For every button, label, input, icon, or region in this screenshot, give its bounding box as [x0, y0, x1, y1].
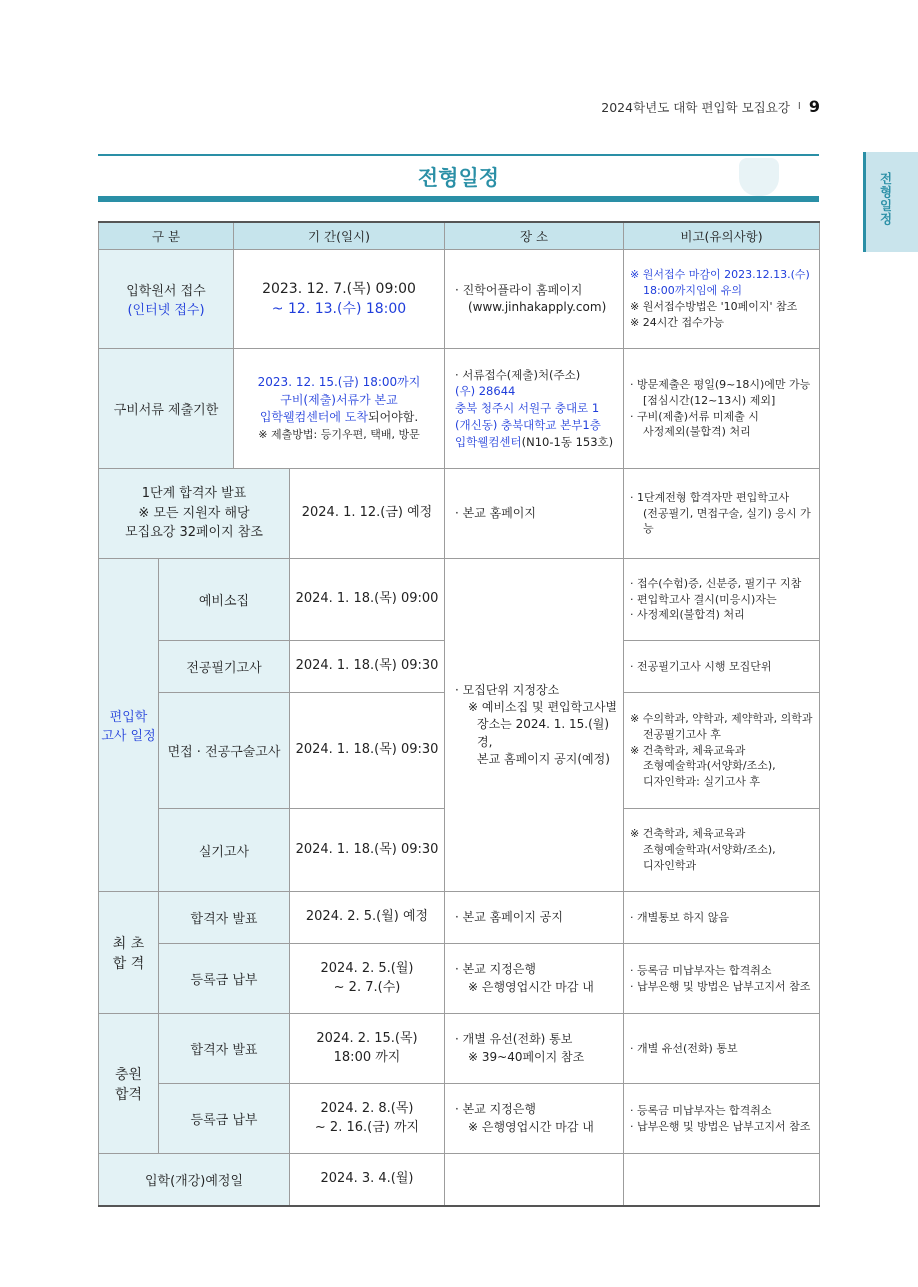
column-header-notes: 비고(유의사항) — [624, 222, 820, 250]
extra-pay-period: ~ 2. 16.(금) 까지 — [314, 1119, 420, 1135]
apply-note: ※ 원서접수 마감이 2023.12.13.(수) — [630, 268, 810, 282]
row-label: 구비서류 제출기한 — [99, 349, 234, 469]
section-title-bar — [98, 154, 819, 202]
page-header — [601, 97, 820, 116]
exam-note: · 사정제외(불합격) 처리 — [630, 608, 745, 622]
extra-pay-place: ※ 은행영업시간 마감 내 — [468, 1119, 594, 1134]
place-cell — [445, 1014, 624, 1084]
final-pay-place: · 본교 지정은행 — [455, 962, 536, 977]
period-cell: 2024. 1. 18.(목) 09:00 — [290, 559, 445, 641]
docs-place: (N10-1동 153호) — [521, 434, 614, 449]
title-underline — [98, 196, 819, 202]
docs-note: · 방문제출은 평일(9~18시)에만 가능 — [630, 377, 811, 391]
exam-note: ※ 건축학과, 체육교육과 — [630, 743, 746, 757]
exam-note: · 접수(수험)증, 신분증, 필기구 지참 — [630, 576, 802, 590]
section-title: 전형일정 — [417, 166, 500, 190]
extra-announce-period: 18:00 까지 — [333, 1049, 401, 1065]
first-stage-label: ※ 모든 지원자 해당 — [138, 505, 250, 521]
table-row — [99, 1154, 820, 1206]
row-label — [99, 469, 290, 559]
first-stage-note: · 1단계전형 합격자만 편입학고사 — [630, 490, 790, 504]
final-pay-note: · 등록금 미납부자는 합격취소 — [630, 963, 772, 977]
header-doc-title: 2024학년도 대학 편입학 모집요강 — [601, 99, 790, 115]
group-label-text: 합 격 — [112, 955, 145, 972]
place-cell — [445, 559, 624, 892]
notes-cell — [624, 469, 820, 559]
place-cell: · 본교 홈페이지 공지 — [445, 892, 624, 944]
schedule-table — [98, 221, 820, 1207]
place-cell: · 본교 홈페이지 — [445, 469, 624, 559]
docs-note: [점심시간(12~13시) 제외] — [643, 393, 776, 407]
table-row — [99, 349, 820, 469]
docs-place: 입학웰컴센터 — [455, 434, 522, 449]
column-header-period: 기 간(일시) — [234, 222, 445, 250]
apply-note: ※ 24시간 접수가능 — [630, 315, 724, 329]
docs-deadline: 되어야함. — [367, 410, 419, 425]
final-pay-note: · 납부은행 및 방법은 납부고지서 참조 — [630, 979, 811, 993]
period-cell — [290, 1084, 445, 1154]
extra-pay-note: · 납부은행 및 방법은 납부고지서 참조 — [630, 1119, 811, 1133]
period-cell: 2024. 2. 5.(월) 예정 — [290, 892, 445, 944]
row-label: 예비소집 — [159, 559, 290, 641]
group-label-exam — [99, 559, 159, 892]
final-pay-place: ※ 은행영업시간 마감 내 — [468, 979, 594, 994]
period-cell: 2024. 3. 4.(월) — [290, 1154, 445, 1206]
group-label-text: 합격 — [114, 1086, 143, 1103]
notes-cell: · 개별통보 하지 않음 — [624, 892, 820, 944]
first-stage-label: 1단계 합격자 발표 — [141, 486, 247, 502]
docs-deadline: 2023. 12. 15.(금) 18:00까지 — [257, 375, 421, 390]
notes-cell — [624, 349, 820, 469]
exam-note: ※ 건축학과, 체육교육과 — [630, 827, 746, 841]
period-cell: 2024. 1. 18.(목) 09:30 — [290, 809, 445, 892]
exam-note: 디자인학과 — [643, 858, 697, 872]
period-cell — [234, 349, 445, 469]
notes-cell: · 개별 유선(전화) 통보 — [624, 1014, 820, 1084]
first-stage-label: 모집요강 32페이지 참조 — [125, 525, 263, 541]
table-row — [99, 944, 820, 1014]
exam-note: ※ 수의학과, 약학과, 제약학과, 의학과 — [630, 711, 813, 725]
row-label — [99, 250, 234, 349]
apply-note: 18:00까지임에 유의 — [643, 284, 742, 298]
exam-place: ※ 예비소집 및 편입학고사별 — [468, 699, 618, 714]
docs-note: 사정제외(불합격) 처리 — [643, 425, 751, 439]
extra-announce-period: 2024. 2. 15.(목) — [316, 1030, 418, 1046]
table-row — [99, 469, 820, 559]
docs-note: · 구비(제출)서류 미제출 시 — [630, 409, 759, 423]
docs-deadline: 입학웰컴센터에 도착 — [259, 410, 368, 425]
row-label: 합격자 발표 — [159, 1014, 290, 1084]
period-cell: 2024. 1. 18.(목) 09:30 — [290, 693, 445, 809]
notes-cell — [624, 1084, 820, 1154]
table-row — [99, 1084, 820, 1154]
exam-note: 전공필기고사 후 — [643, 727, 721, 741]
row-label: 합격자 발표 — [159, 892, 290, 944]
extra-announce-place: ※ 39~40페이지 참조 — [468, 1049, 585, 1064]
notes-cell: · 전공필기고사 시행 모집단위 — [624, 641, 820, 693]
header-separator: I — [797, 101, 801, 112]
table-header-row — [99, 222, 820, 250]
apply-note: ※ 원서접수방법은 '10페이지' 참조 — [630, 300, 798, 313]
table-row — [99, 250, 820, 349]
row-label: 등록금 납부 — [159, 944, 290, 1014]
period-cell: 2024. 1. 18.(목) 09:30 — [290, 641, 445, 693]
period-cell — [234, 250, 445, 349]
notes-cell — [624, 1154, 820, 1206]
docs-place: (우) 28644 — [455, 384, 516, 399]
notes-cell — [624, 809, 820, 892]
place-cell — [445, 349, 624, 469]
side-tab-label: 전형일정 — [878, 172, 893, 226]
table-row — [99, 1014, 820, 1084]
docs-place: 충북 청주시 서원구 충대로 1 — [455, 401, 600, 416]
exam-note: 조형예술학과(서양화/조소), — [643, 843, 776, 857]
docs-place: (개신동) 충북대학교 본부1층 — [455, 417, 601, 432]
docs-submit-method: ※ 제출방법: 등기우편, 택배, 방문 — [258, 427, 420, 441]
row-label: 입학(개강)예정일 — [99, 1154, 290, 1206]
notes-cell — [624, 693, 820, 809]
notes-cell — [624, 559, 820, 641]
period-cell: 2024. 1. 12.(금) 예정 — [290, 469, 445, 559]
place-cell — [445, 944, 624, 1014]
extra-pay-place: · 본교 지정은행 — [455, 1102, 536, 1117]
group-label-final — [99, 892, 159, 1014]
exam-note: · 편입학고사 결시(미응시)자는 — [630, 592, 777, 606]
extra-announce-place: · 개별 유선(전화) 통보 — [455, 1032, 573, 1047]
side-tab — [863, 152, 918, 252]
period-cell — [290, 1014, 445, 1084]
period-cell — [290, 944, 445, 1014]
place-cell — [445, 250, 624, 349]
docs-place: · 서류접수(제출)처(주소) — [455, 367, 581, 382]
place-cell — [445, 1154, 624, 1206]
exam-note: 조형예술학과(서양화/조소), — [643, 759, 776, 773]
exam-place: 본교 홈페이지 공지(예정) — [477, 752, 610, 767]
group-label-text: 충원 — [114, 1066, 143, 1083]
first-stage-note: (전공필기, 면접구술, 실기) 응시 가능 — [643, 506, 811, 536]
group-label-text: 고사 일정 — [101, 729, 156, 744]
column-header-category: 구 분 — [99, 222, 234, 250]
apply-place-url: (www.jinhakapply.com) — [468, 300, 607, 314]
exam-place: · 모집단위 지정장소 — [455, 682, 560, 697]
final-pay-period: ~ 2. 7.(수) — [333, 979, 401, 995]
page-number: 9 — [808, 97, 820, 116]
column-header-place: 장 소 — [445, 222, 624, 250]
group-label-extra — [99, 1014, 159, 1154]
notes-cell — [624, 944, 820, 1014]
apply-sublabel: (인터넷 접수) — [127, 303, 205, 318]
docs-deadline: 구비(제출)서류가 본교 — [280, 392, 398, 407]
group-label-text: 편입학 — [109, 710, 148, 725]
group-label-text: 최 초 — [112, 935, 145, 952]
row-label: 등록금 납부 — [159, 1084, 290, 1154]
extra-pay-period: 2024. 2. 8.(목) — [320, 1100, 414, 1116]
row-label: 전공필기고사 — [159, 641, 290, 693]
exam-note: 디자인학과: 실기고사 후 — [643, 775, 760, 789]
apply-period-start: 2023. 12. 7.(목) 09:00 — [262, 280, 416, 297]
apply-place: · 진학어플라이 홈페이지 — [455, 282, 583, 297]
notes-cell — [624, 250, 820, 349]
row-label: 면접 · 전공구술고사 — [159, 693, 290, 809]
extra-pay-note: · 등록금 미납부자는 합격취소 — [630, 1103, 772, 1117]
apply-period-end: ~ 12. 13.(수) 18:00 — [271, 301, 407, 317]
row-label: 실기고사 — [159, 809, 290, 892]
exam-place: 장소는 2024. 1. 15.(월)경, — [477, 717, 610, 749]
final-pay-period: 2024. 2. 5.(월) — [320, 960, 414, 976]
table-row — [99, 892, 820, 944]
table-row — [99, 559, 820, 641]
apply-label: 입학원서 접수 — [126, 284, 206, 299]
place-cell — [445, 1084, 624, 1154]
